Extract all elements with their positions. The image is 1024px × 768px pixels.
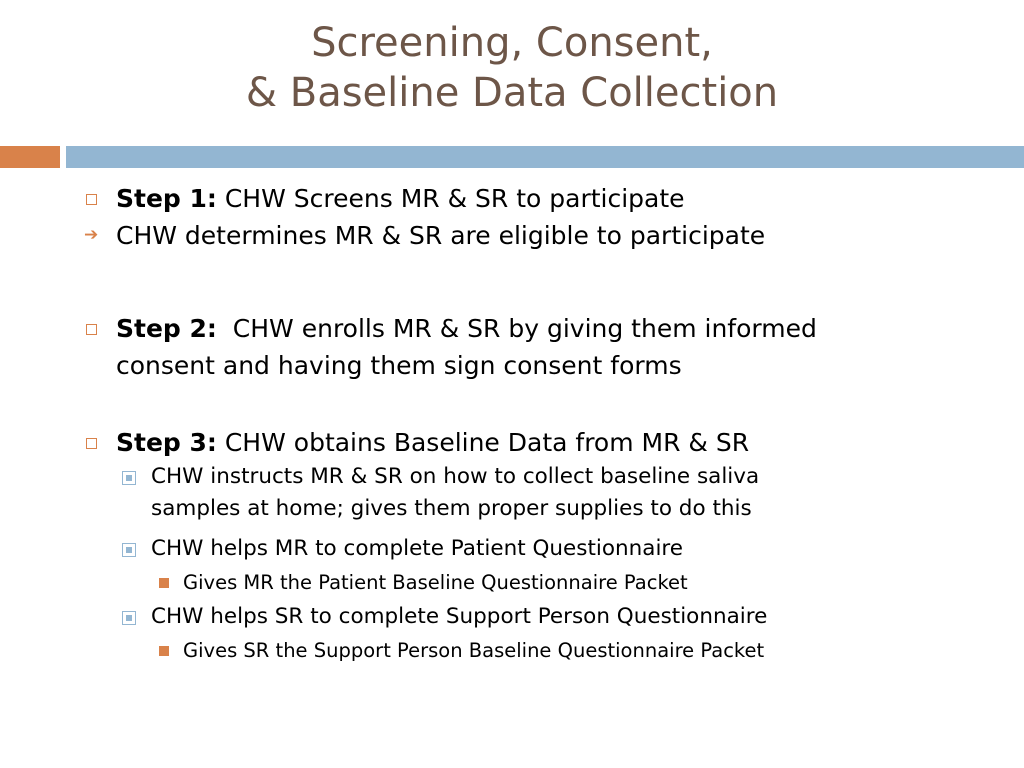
- square-bullet-icon: [122, 471, 136, 485]
- square-bullet-icon: [122, 611, 136, 625]
- sub-item-saliva: [80, 461, 1000, 525]
- sub-sub-item-patient-packet: [80, 565, 1000, 601]
- saliva-text: CHW instructs MR & SR on how to collect baseline saliva: [151, 464, 760, 489]
- step-1-label: Step 1:: [116, 184, 217, 213]
- step-2-text-line-2: consent and having them sign consent forms: [116, 351, 682, 380]
- step-1-text: CHW Screens MR & SR to participate: [216, 184, 685, 213]
- title-line-1: Screening, Consent,: [311, 20, 713, 66]
- accent-bar-orange: [0, 146, 60, 168]
- support-packet-text: Gives SR the Support Person Baseline Questionnaire Packet: [183, 639, 765, 662]
- support-questionnaire-text: CHW helps SR to complete Support Person Questionnaire: [151, 604, 768, 629]
- eligibility-text: CHW determines MR & SR are eligible to participate: [116, 221, 766, 250]
- filled-square-bullet-icon: [159, 646, 169, 656]
- accent-bar-blue: [66, 146, 1024, 168]
- step-3-text: CHW obtains Baseline Data from MR & SR: [216, 428, 750, 457]
- step-2-text: CHW enrolls MR & SR by giving them informed: [216, 314, 817, 343]
- patient-packet-text: Gives MR the Patient Baseline Questionnaire Packet: [183, 571, 688, 594]
- patient-questionnaire-text: CHW helps MR to complete Patient Questionnaire: [151, 536, 684, 561]
- list-item-step-1: [80, 180, 1000, 217]
- filled-square-bullet-icon: [159, 578, 169, 588]
- list-item-eligibility: [80, 217, 1000, 254]
- title-line-2: & Baseline Data Collection: [245, 70, 779, 116]
- sub-sub-item-support-packet: [80, 633, 1000, 669]
- step-3-label: Step 3:: [116, 428, 217, 457]
- saliva-text-line-2: samples at home; gives them proper supplies to do this: [151, 496, 752, 521]
- sub-item-support-questionnaire: [80, 601, 1000, 633]
- checkbox-bullet-icon: [80, 310, 104, 347]
- list-item-step-2: [80, 310, 1000, 384]
- arrow-bullet-icon: ➔: [84, 225, 99, 245]
- step-2-label: Step 2:: [116, 314, 217, 343]
- bullet-list: [80, 180, 1000, 669]
- checkbox-bullet-icon: [80, 180, 104, 217]
- checkbox-bullet-icon: [80, 424, 104, 461]
- sub-item-patient-questionnaire: [80, 533, 1000, 565]
- square-bullet-icon: [122, 543, 136, 557]
- slide-title: [0, 18, 1024, 118]
- list-item-step-3: [80, 424, 1000, 461]
